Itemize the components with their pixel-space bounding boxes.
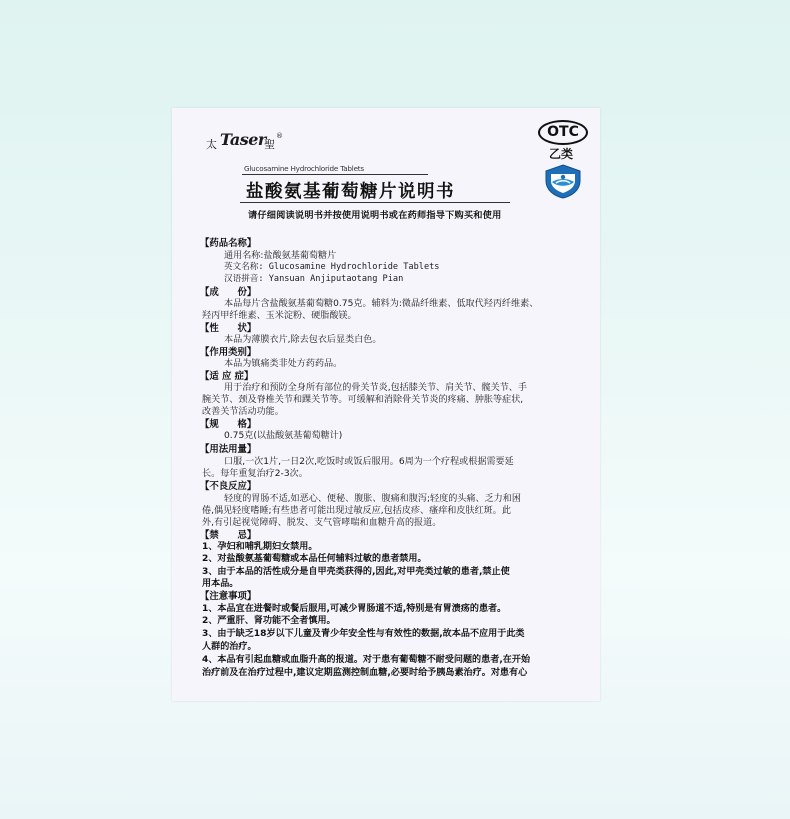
ingredients-line: 羟丙甲纤维素、玉米淀粉、硬脂酸镁。 [202, 311, 357, 321]
section-heading-appearance: 【性 状】 [200, 323, 257, 334]
brand-prefix: 太 [206, 138, 217, 151]
contraindication-line: 3、由于本品的活性成分是自甲壳类获得的,因此,对甲壳类过敏的患者,禁止使 [202, 567, 510, 577]
brand-logo: Taser [220, 130, 266, 149]
appearance-line: 本品为薄膜衣片,除去包衣后显类白色。 [224, 335, 382, 345]
english-title: Glucosamine Hydrochloride Tablets [244, 164, 364, 173]
specification-line: 0.75克(以盐酸氨基葡萄糖计) [224, 431, 343, 441]
section-heading-adverse-reactions: 【不良反应】 [200, 481, 257, 492]
title-rule [240, 202, 510, 203]
section-heading-specification: 【规 格】 [200, 419, 257, 430]
otc-badge: OTC [538, 120, 588, 145]
adverse-reactions-line: 倦,偶见轻度嗜睡;有些患者可能出现过敏反应,包括皮疹、瘙痒和皮肤红斑。此 [202, 506, 511, 516]
indications-line: 用于治疗和预防全身所有部位的骨关节炎,包括膝关节、肩关节、髋关节、手 [224, 383, 527, 393]
precaution-line: 1、本品宜在进餐时或餐后服用,可减少胃肠道不适,特别是有胃溃疡的患者。 [202, 604, 507, 614]
contraindication-line: 2、对盐酸氨基葡萄糖或本品任何辅料过敏的患者禁用。 [202, 554, 427, 564]
document-title: 盐酸氨基葡萄糖片说明书 [246, 182, 455, 202]
section-heading-drug-name: 【药品名称】 [200, 238, 257, 249]
ingredients-line: 本品每片含盐酸氨基葡萄糖0.75克。辅料为:微晶纤维素、低取代羟丙纤维素、 [224, 299, 539, 309]
precaution-line: 4、本品有引起血糖或血脂升高的报道。对于患有葡萄糖不耐受问题的患者,在开始 [202, 655, 531, 665]
indications-line: 改善关节活动功能。 [202, 407, 284, 417]
section-heading-dosage: 【用法用量】 [200, 444, 257, 455]
section-heading-contraindications: 【禁 忌】 [200, 530, 257, 541]
precaution-line: 治疗前及在治疗过程中,建议定期监测控制血糖,必要时给予胰岛素治疗。对患有心 [202, 668, 528, 678]
indications-line: 腕关节、颈及脊椎关节和踝关节等。可缓解和消除骨关节炎的疼痛、肿胀等症状, [202, 395, 524, 405]
precaution-line: 3、由于缺乏18岁以下儿童及青少年安全性与有效性的数据,故本品不应用于此类 [202, 629, 525, 639]
contraindication-line: 用本品。 [202, 579, 239, 589]
usage-instruction: 请仔细阅读说明书并按使用说明书或在药师指导下购买和使用 [248, 210, 502, 221]
adverse-reactions-line: 轻度的胃肠不适,如恶心、便秘、腹胀、腹痛和腹泻;轻度的头痛、乏力和困 [224, 494, 521, 504]
section-heading-indications: 【适 应 症】 [200, 371, 254, 382]
section-heading-ingredients: 【成 份】 [200, 287, 257, 298]
generic-name-line: 通用名称:盐酸氨基葡萄糖片 [224, 251, 337, 261]
otc-classification: 乙类 [549, 147, 574, 161]
section-heading-category: 【作用类别】 [200, 347, 257, 358]
category-line: 本品为镇痛类非处方药药品。 [224, 359, 343, 369]
contraindication-line: 1、孕妇和哺乳期妇女禁用。 [202, 542, 318, 552]
otc-class-b-emblem-icon [543, 163, 583, 199]
precaution-line: 2、严重肝、肾功能不全者慎用。 [202, 616, 336, 626]
dosage-line: 口服,一次1片,一日2次,吃饭时或饭后服用。6周为一个疗程或根据需要延 [224, 457, 514, 467]
leaflet-sheet [172, 108, 600, 701]
section-heading-precautions: 【注意事项】 [200, 591, 257, 602]
pinyin-name-line: 汉语拼音: Yansuan Anjiputaotang Pian [224, 274, 404, 284]
brand-suffix: 聖 [264, 138, 275, 151]
dosage-line: 长。每年重复治疗2-3次。 [202, 469, 308, 479]
precaution-line: 人群的治疗。 [202, 642, 257, 652]
adverse-reactions-line: 外,有引起视觉障碍、脱发、支气管哮喘和血糖升高的报道。 [202, 518, 442, 528]
title-rule-thin [242, 174, 428, 175]
registered-mark: ® [276, 132, 283, 140]
english-name-line: 英文名称: Glucosamine Hydrochloride Tablets [224, 262, 440, 272]
